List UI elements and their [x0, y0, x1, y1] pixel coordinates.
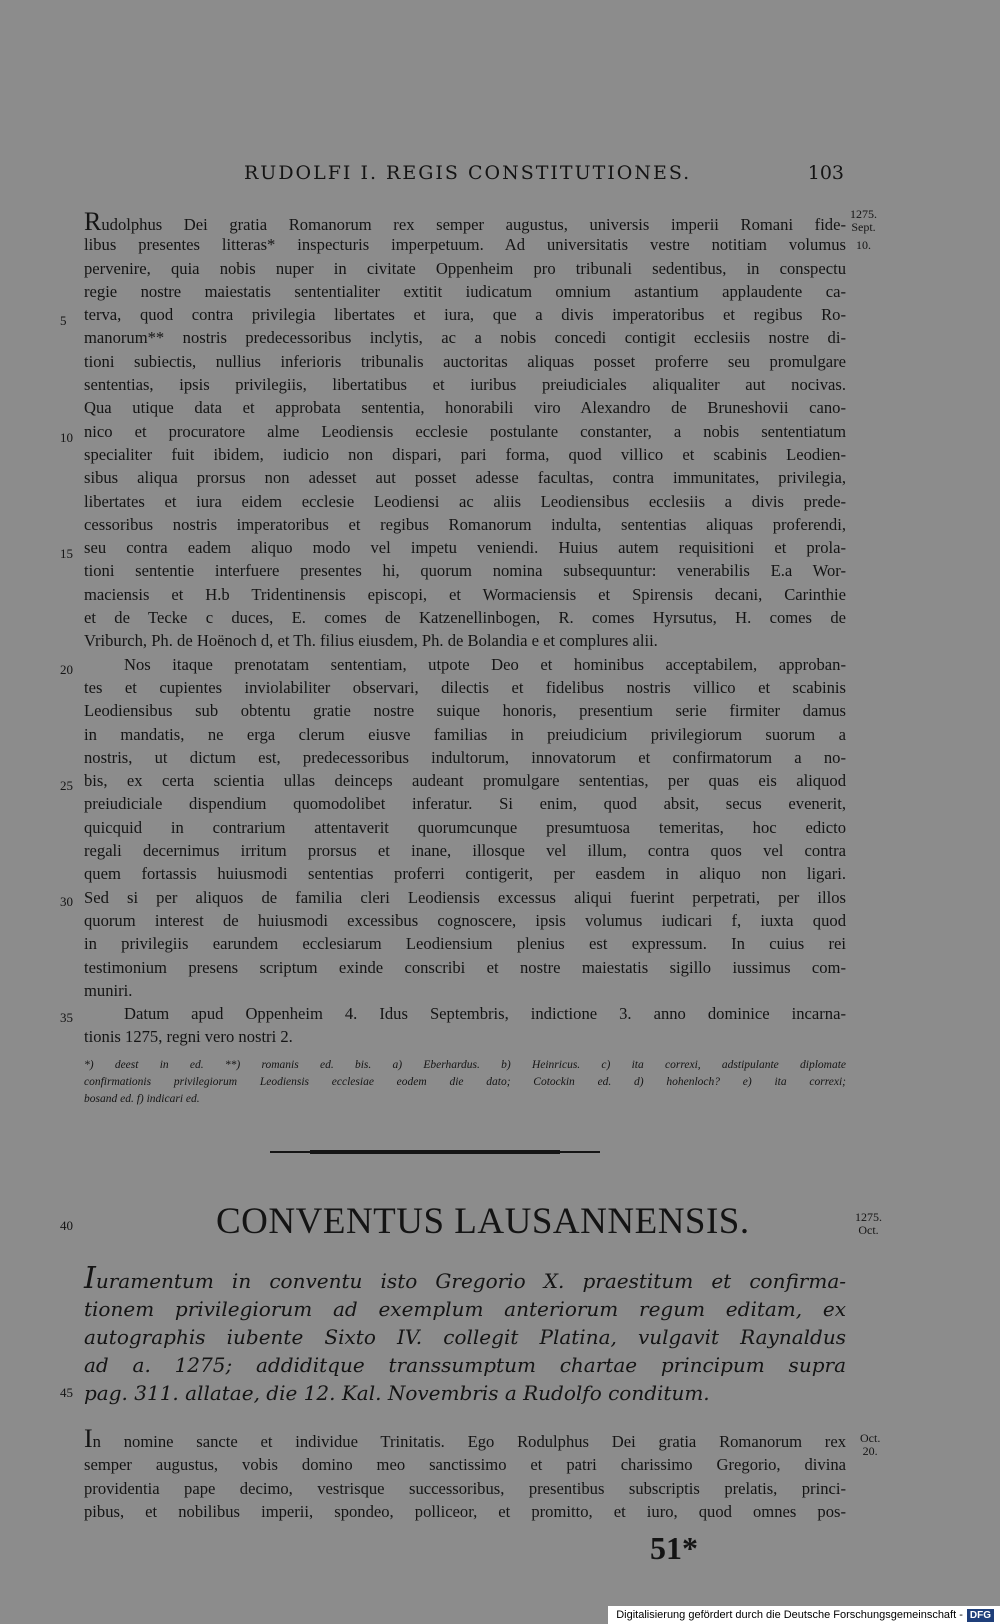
margin-date-1 — [850, 208, 877, 252]
text-line: tionis 1275, regni vero nostri 2. — [84, 1027, 293, 1047]
text-line: libus presentes litteras* inspecturis imperpetuum. Ad universitatis vestre notitiam volumus — [84, 235, 846, 255]
summary-line: ad a. 1275; addiditque transsumptum chartae principum supra — [84, 1353, 846, 1377]
text-line: sententias, ipsis privilegiis, libertatibus et iuribus preiudiciales aliqualiter aut nocivas. — [84, 375, 846, 395]
text-line: in privilegiis earundem ecclesiarum Leodiensium plenius est expressum. In cuius rei — [84, 934, 846, 954]
header-title: RUDOLFI I. REGIS CONSTITUTIONES. — [244, 162, 692, 184]
line-number: 20 — [60, 662, 73, 677]
text-line: pibus, et nobilibus imperii, spondeo, polliceor, et promitto, et iuro, quod omnes pos- — [84, 1501, 846, 1521]
text-line: providentia pape decimo, vestrisque successoribus, presentibus subscriptis prelatis, princi- — [84, 1478, 846, 1498]
summary-line: pag. 311. allatae, die 12. Kal. Novembris a Rudolfo conditum. — [84, 1381, 710, 1405]
margin-year: 1275. — [850, 207, 877, 221]
text-line: bis, ex certa scientia ullas deinceps audeant promulgare sententias, per quas eis aliquod — [84, 771, 846, 791]
text-line: semper augustus, vobis domino meo sanctissimo et patri charissimo Gregorio, divina — [84, 1455, 846, 1475]
text-line: testimonium presens scriptum exinde conscribi et nostre maiestatis sigillo iussimus com- — [84, 957, 846, 977]
text-line: Datum apud Oppenheim 4. Idus Septembris, indictione 3. anno dominice incarna- — [124, 1004, 846, 1024]
text-line: et de Tecke c duces, E. comes de Katzenellinbogen, R. comes Hyrsutus, H. comes de — [84, 608, 846, 628]
text-line: terva, quod contra privilegia libertates et iura, que a divis imperatoribus et regibus Ro- — [84, 305, 846, 325]
footnote-line: *) deest in ed. **) romanis ed. bis. a) Eberhardus. b) Heinricus. c) ita correxi, adstipulante diplomate — [84, 1059, 846, 1071]
line-number: 15 — [60, 546, 73, 561]
text-line: preiudiciale dispendium quomodolibet inferatur. Si enim, quod absit, secus evenerit, — [84, 794, 846, 814]
text-line: tioni sententie interfuere presentes hi, quorum nomina subsequuntur: venerabilis E.a Wor- — [84, 561, 846, 581]
footnote-line: bosand ed. f) indicari ed. — [84, 1093, 200, 1105]
text-line: cessoribus nostris imperatoribus et regibus Romanorum indulta, sententias aliquas proferendi, — [84, 514, 846, 534]
line-number: 30 — [60, 894, 73, 909]
text-line: nico et procuratore alme Leodiensis ecclesie postulante constanter, a nobis sententiatum — [84, 421, 846, 441]
text-line: Nos itaque prenotatam sententiam, utpote Deo et hominibus acceptabilem, approban- — [124, 654, 846, 674]
margin-date-3 — [860, 1432, 880, 1458]
margin-month: Oct. — [860, 1431, 881, 1445]
line-number: 5 — [60, 313, 67, 328]
summary-line: uramentum in conventu isto Gregorio X. praestitum et confirma- — [95, 1269, 846, 1293]
section-divider — [310, 1150, 560, 1154]
text-line: tioni subiectis, nullius inferioris tribunalis auctoritas aliquas posset proferre seu promulgare — [84, 351, 846, 371]
text-line: in mandatis, ne erga clerum eiusve familias in preiudicium privilegiorum suorum a — [84, 724, 846, 744]
text-line: regie nostre maiestatis sententialiter extitit iudicatum omnium astantium applaudente ca- — [84, 281, 846, 301]
margin-date-2 — [855, 1211, 882, 1237]
text-line: udolphus Dei gratia Romanorum rex semper augustus, universis imperii Romani fide- — [101, 215, 846, 234]
margin-month: Oct. — [858, 1223, 879, 1237]
summary-line: tionem privilegiorum ad exemplum anteriorum regum editam, ex — [84, 1297, 846, 1321]
charter-paragraph-1 — [84, 207, 846, 1049]
margin-year: 1275. — [855, 1210, 882, 1224]
text-line: maciensis et H.b Tridentinensis episcopi, et Wormaciensis et Spirensis decani, Carinthie — [84, 584, 846, 604]
funding-banner — [608, 1606, 1000, 1624]
text-line: specialiter fuit ibidem, iudicio non dispari, pari forma, quod villico et scabinis Leodien- — [84, 444, 846, 464]
text-line: n nomine sancte et individue Trinitatis. Ego Rodulphus Dei gratia Romanorum rex — [92, 1432, 846, 1451]
signature-mark: 51* — [650, 1530, 698, 1566]
text-line: Sed si per aliquos de familia cleri Leodiensis excessus aliqui fuerint perpetrati, per illos — [84, 887, 846, 907]
text-line: libertates et iura eidem ecclesie Leodiensi ac aliis Leodiensibus ecclesiis a divis prede- — [84, 491, 846, 511]
line-number: 45 — [60, 1385, 73, 1400]
text-line: quicquid in contrarium attentaverit quorumcunque presumtuosa temeritas, hoc edicto — [84, 817, 846, 837]
margin-month: Sept. — [851, 220, 876, 234]
running-header — [84, 162, 844, 190]
line-number: 40 — [60, 1218, 73, 1233]
line-number: 25 — [60, 778, 73, 793]
drop-cap: R — [84, 207, 102, 236]
text-line: manorum** nostris predecessoribus inclytis, ac a nobis concedi contigit ecclesiis nostre di- — [84, 328, 846, 348]
editorial-summary — [84, 1261, 846, 1407]
text-line: seu contra eadem aliquo modo vel impetu veniendi. Huius autem requisitioni et prola- — [84, 538, 846, 558]
text-line: sibus aliqua prorsus non adesset aut posset adesse facultas, contra immunitates, privilegia, — [84, 468, 846, 488]
text-line: muniri. — [84, 980, 133, 1000]
section-title: CONVENTUS LAUSANNENSIS. — [216, 1201, 750, 1242]
text-line: nostris, ut dictum est, predecessoribus indultorum, innovatorum et confirmatorum a no- — [84, 747, 846, 767]
funding-text: Digitalisierung gefördert durch die Deutsche Forschungsgemeinschaft - — [616, 1609, 963, 1621]
line-number: 35 — [60, 1010, 73, 1025]
summary-line: autographis iubente Sixto IV. collegit Platina, vulgavit Raynaldus — [84, 1325, 846, 1349]
text-line: regali decernimus irritum prorsus et inane, illosque vel illum, contra quos vel contra — [84, 841, 846, 861]
line-number: 10 — [60, 430, 73, 445]
text-line: Qua utique data et approbata sententia, honorabili viro Alexandro de Bruneshovii cano- — [84, 398, 846, 418]
text-line: quorum interest de huiusmodi excessibus cognoscere, ipsis volumus iudicari f, iuxta quod — [84, 910, 846, 930]
page-number: 103 — [807, 162, 844, 184]
dfg-logo: DFG — [967, 1609, 994, 1622]
footnotes — [84, 1057, 846, 1108]
footnote-line: confirmationis privilegiorum Leodiensis ecclesiae eodem die dato; Cotockin ed. d) hohenloch? e) ita correxi; — [84, 1076, 846, 1088]
drop-cap: I — [84, 1424, 93, 1453]
drop-cap: I — [84, 1261, 96, 1296]
text-line: tes et cupientes inviolabiliter observari, dilectis et fidelibus nostris villico et scabinis — [84, 677, 846, 697]
text-line: pervenire, quia nobis nuper in civitate Oppenheim pro tribunali sedentibus, in conspectu — [84, 258, 846, 278]
text-line: quem fortassis huiusmodi sententias proferri contigerit, per easdem in aliquo non ligari. — [84, 864, 846, 884]
margin-day: 20. — [862, 1444, 878, 1458]
text-line: Vriburch, Ph. de Hoënoch d, et Th. filius eiusdem, Ph. de Bolandia e et complures alii. — [84, 631, 658, 651]
oath-text — [84, 1424, 846, 1523]
text-line: Leodiensibus sub obtentu gratie nostre suique honoris, presentium serie firmiter damus — [84, 701, 846, 721]
margin-day: 10. — [856, 238, 871, 252]
